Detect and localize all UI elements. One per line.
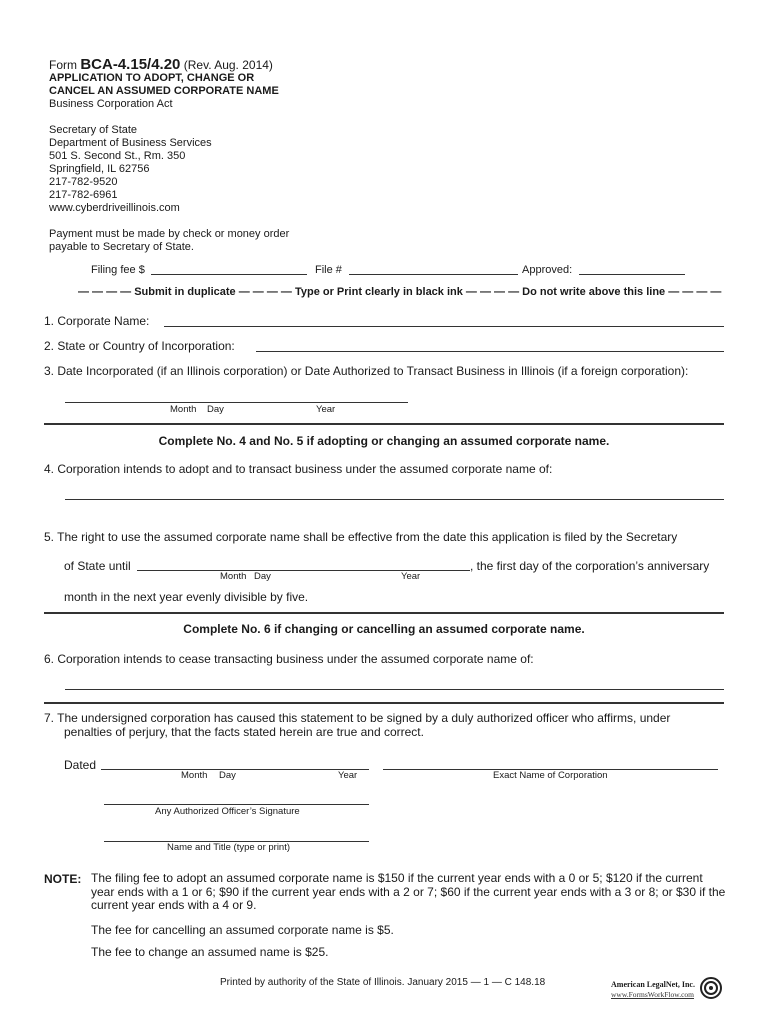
item-6-label: 6. Corporation intends to cease transacting business under the assumed corporate name of: (44, 652, 534, 666)
signature-field[interactable] (104, 804, 369, 805)
approved-label: Approved: (522, 264, 573, 276)
address-line4: Springfield, IL 62756 (49, 163, 150, 175)
act-name: Business Corporation Act (49, 98, 173, 110)
date-incorporated-field[interactable] (65, 402, 408, 403)
form-code: BCA-4.15/4.20 (80, 56, 181, 73)
item-5-day: Day (254, 571, 271, 582)
item-4-label: 4. Corporation intends to adopt and to transact business under the assumed corporate name of: (44, 462, 553, 476)
note-fee-text: The filing fee to adopt an assumed corporate name is $150 if the current year ends with a 0 or 5; $120 if the current year ends with a 1 or 6; $90 if the current year ends with a 2 or 7; $60 if the current year ends with a 3 or 8; or $30 if the current year ends with a 4 or 9. (91, 871, 726, 912)
note-label: NOTE: (44, 872, 82, 886)
dated-day: Day (219, 770, 236, 781)
item-2-label: 2. State or Country of Incorporation: (44, 339, 235, 353)
publisher-name: American LegalNet, Inc. (611, 980, 695, 989)
item-5-tail: , the first day of the corporation’s anniversary (470, 559, 710, 573)
section-divider-3 (44, 702, 724, 704)
phone-2: 217-782-6961 (49, 189, 118, 201)
item-3-year: Year (316, 404, 336, 415)
address-line1: Secretary of State (49, 124, 138, 136)
form-title-line1: APPLICATION TO ADOPT, CHANGE OR (49, 72, 255, 84)
dated-year: Year (338, 770, 358, 781)
change-fee-text: The fee to change an assumed name is $25. (91, 945, 329, 959)
filing-fee-label: Filing fee $ (91, 264, 145, 276)
dated-month: Month (181, 770, 208, 781)
phone-1: 217-782-9520 (49, 176, 118, 188)
item-5-of-state: of State until (64, 559, 131, 573)
section-b-heading: Complete No. 6 if changing or cancelling an assumed corporate name. (183, 622, 585, 636)
address-line2: Department of Business Services (49, 137, 212, 149)
state-of-incorporation-field[interactable] (256, 351, 724, 352)
section-a-heading: Complete No. 4 and No. 5 if adopting or changing an assumed corporate name. (158, 434, 610, 448)
form-title-line2: CANCEL AN ASSUMED CORPORATE NAME (49, 85, 279, 97)
file-number-field[interactable] (349, 274, 518, 275)
cease-assumed-name-field[interactable] (65, 689, 724, 690)
publisher-logo-icon (700, 977, 722, 999)
printed-by-text: Printed by authority of the State of Illinois. January 2015 — 1 — C 148.18 (220, 977, 546, 988)
item-7-line1: 7. The undersigned corporation has caused this statement to be signed by a duly authorized officer who affirms, under (44, 711, 671, 725)
form-revision: (Rev. Aug. 2014) (183, 58, 273, 72)
corporate-name-field[interactable] (164, 326, 724, 327)
payment-line1: Payment must be made by check or money order (49, 228, 290, 240)
section-divider-1 (44, 423, 724, 425)
address-line3: 501 S. Second St., Rm. 350 (49, 150, 186, 162)
exact-name-caption: Exact Name of Corporation (493, 770, 608, 781)
cancel-fee-text: The fee for cancelling an assumed corporate name is $5. (91, 923, 394, 937)
instructions-bar: — — — — Submit in duplicate — — — — Type or Print clearly in black ink — — — — Do not write above this line — — — — (78, 286, 722, 298)
approved-field[interactable] (579, 274, 685, 275)
website: www.cyberdriveillinois.com (49, 202, 180, 214)
item-3-label: 3. Date Incorporated (if an Illinois corporation) or Date Authorized to Transact Business in Illinois (if a foreign corporation): (44, 364, 689, 378)
publisher-url[interactable]: www.FormsWorkFlow.com (611, 990, 695, 999)
item-5-line1: 5. The right to use the assumed corporate name shall be effective from the date this application is filed by the Secretary (44, 530, 678, 544)
payment-line2: payable to Secretary of State. (49, 241, 194, 253)
filing-fee-field[interactable] (151, 274, 307, 275)
item-5-line3: month in the next year evenly divisible by five. (64, 590, 309, 604)
name-title-caption: Name and Title (type or print) (167, 842, 291, 853)
dated-label: Dated (64, 758, 97, 772)
item-5-month: Month (220, 571, 247, 582)
item-7-line2: penalties of perjury, that the facts stated herein are true and correct. (64, 725, 424, 739)
item-3-month: Month (170, 404, 197, 415)
adopt-assumed-name-field[interactable] (65, 499, 724, 500)
item-5-year: Year (401, 571, 421, 582)
item-1-label: 1. Corporate Name: (44, 314, 150, 328)
file-number-label: File # (315, 264, 342, 276)
form-prefix: Form (49, 58, 77, 72)
signature-caption: Any Authorized Officer’s Signature (155, 806, 300, 817)
section-divider-2 (44, 612, 724, 614)
item-3-day: Day (207, 404, 224, 415)
form-id (49, 56, 273, 73)
